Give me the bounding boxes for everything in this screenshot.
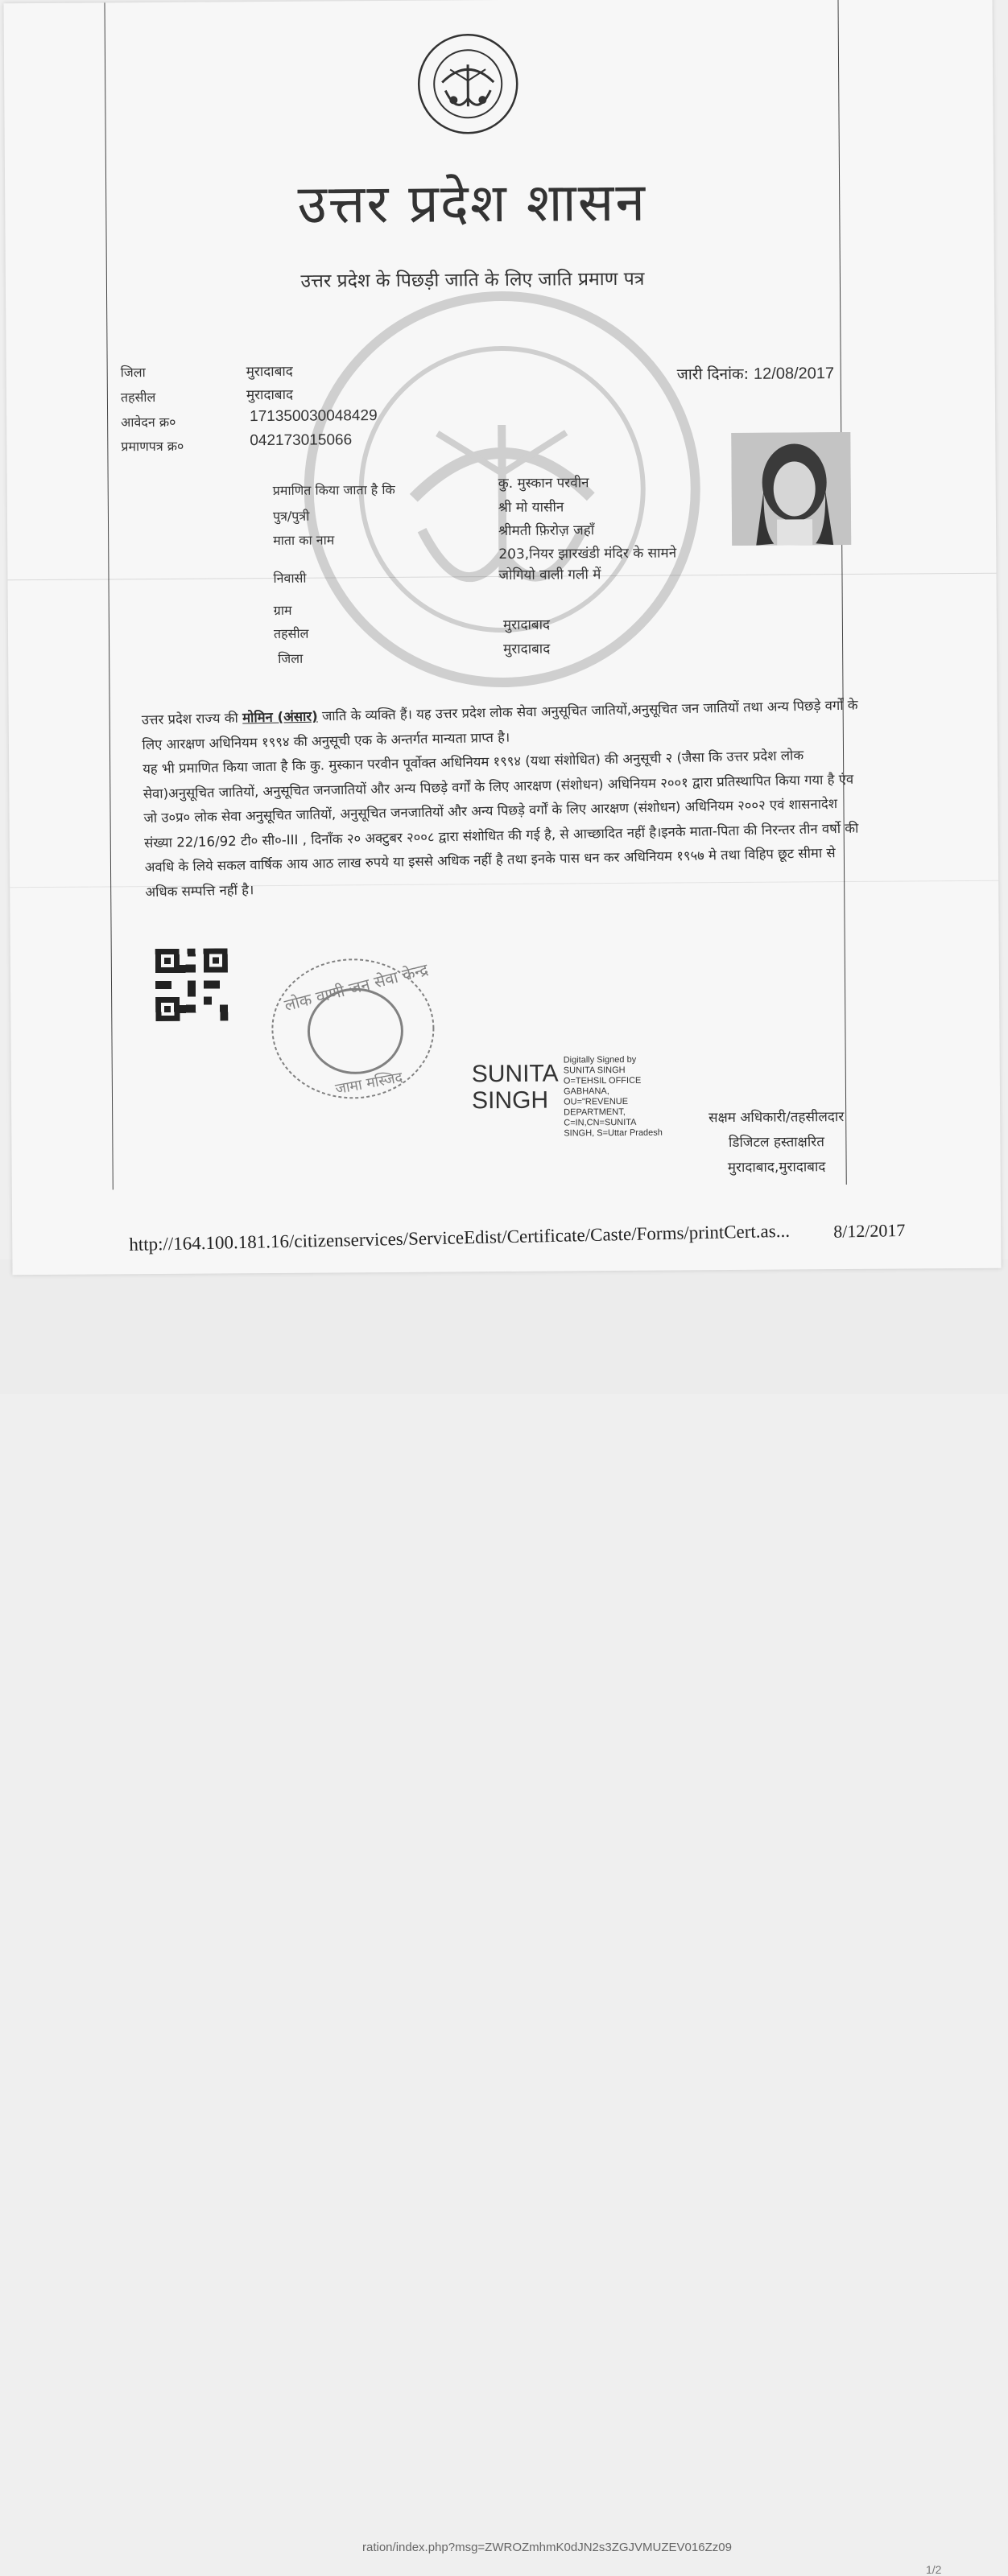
applicant-photo-icon — [731, 432, 851, 546]
resident-address-line-2: जोगियो वाली गली में — [498, 567, 601, 584]
digital-signer-name — [472, 1061, 560, 1115]
authority-digital-signed: डिजिटल हस्ताक्षरित — [728, 1134, 824, 1152]
authority-location: मुरादाबाद,मुरादाबाद — [727, 1159, 826, 1177]
issue-date — [677, 362, 835, 384]
signer-last-name: SINGH — [471, 1086, 549, 1115]
certificate-body — [142, 693, 870, 905]
body-paragraph-1: जाति के व्यक्ति हैं। यह उत्तर प्रदेश लोक सेवा अनुसूचित जातियों,अनुसूचित जन जातियों तथा अन्य पिछड़े वर्गों के लिए आरक्षण अधिनियम १९९४ की अनुसूची एक के अन्तर्गत मान्यता प्राप्त है। — [142, 697, 858, 752]
caste-name: मोमिन (अंसार) — [242, 708, 318, 726]
meta-value-district: मुरादाबाद — [246, 363, 293, 381]
mother-name: श्रीमती फ़िरोज़ जहाँ — [498, 522, 595, 540]
page-title: उत्तर प्रदेश शासन — [297, 171, 647, 236]
issuing-authority — [680, 1105, 874, 1181]
underlying-page-url: ration/index.php?msg=ZWROZmhmK0dJN2s3ZGJVMUZEV016Zz09 — [362, 2541, 732, 2554]
rubber-stamp-icon — [268, 954, 438, 1104]
issue-date-label: जारी दिनांक: — [676, 365, 750, 384]
svg-text:जामा मस्जिद: जामा मस्जिद — [333, 1069, 404, 1098]
svg-text:लोक वाणी जन सेवा केन्द्र: लोक वाणी जन सेवा केन्द्र — [282, 959, 431, 1016]
signer-first-name: SUNITA — [471, 1060, 559, 1088]
authority-title: सक्षम अधिकारी/तहसीलदार — [708, 1109, 845, 1127]
print-url: http://164.100.181.16/citizenservices/ServiceEdist/Certificate/Caste/Forms/printCert.as... — [129, 1220, 791, 1255]
qr-code-icon — [155, 948, 229, 1021]
digital-signature-details: Digitally Signed by SUNITA SINGH O=TEHSIL OFFICE GABHANA, OU="REVENUE DEPARTMENT, C=IN,CN=SUNITA SINGH, S=Uttar Pradesh — [563, 1054, 663, 1139]
meta-label-district: जिला — [120, 365, 146, 381]
tehsil-label: तहसील — [273, 625, 309, 641]
page-number: 1/2 — [926, 2563, 942, 2576]
meta-label-application-no: आवेदन क्र० — [121, 414, 176, 431]
body-intro: उत्तर प्रदेश राज्य की — [141, 710, 243, 728]
certificate-subtitle: उत्तर प्रदेश के पिछड़ी जाति के लिए जाति प्रमाण पत्र — [300, 268, 645, 292]
mother-label: माता का नाम — [273, 532, 335, 548]
child-of-label: पुत्र/पुत्री — [272, 508, 310, 524]
district-value: मुरादाबाद — [503, 641, 551, 657]
meta-value-application-no: 171350030048429 — [250, 407, 378, 426]
issue-date-value: 12/08/2017 — [753, 365, 835, 383]
meta-value-tehsil: मुरादाबाद — [246, 386, 294, 404]
underlying-page — [0, 1259, 1008, 2576]
resident-label: निवासी — [273, 570, 307, 586]
certified-label: प्रमाणित किया जाता है कि — [272, 481, 395, 498]
body-paragraph-2: यह भी प्रमाणित किया जाता है कि कु. मुस्कान परवीन पूर्वोक्त अधिनियम १९९४ (यथा संशोधित) की अनुसूची २ (जैसा कि उत्तर प्रदेश लोक सेवा)अनुसूचित जातियों, अनुसूचित जनजातियों और अन्य पिछड़े वर्गों के लिए आरक्षण (संशोधन) अधिनियम २००१ द्वारा प्रतिस्थापित किया गया है एंव जो उ०प्र० लोक सेवा अनुसूचित जातियों, अनुसूचित जनजातियों और अन्य पिछड़े वर्गों के लिए आरक्षण (संशोधन) अधिनियम २००२ एवं शासनादेश संख्या 22/16/92 टी० सी०-III , दिनाँक २० अक्टुबर २००८ द्वारा संशोधित की गई है, से आच्छादित नहीं है।इनके माता-पिता की निरन्तर तीन वर्षो की अवधि के लिये सकल वार्षिक आय आठ लाख रुपये या इससे अधिक नहीं है तथा इनके पास धन कर अधिनियम १९५७ मे तथा विहिप छूट सीमा से अधिक सम्पत्ति नहीं है। — [143, 747, 859, 900]
district-label: जिला — [278, 650, 304, 666]
meta-value-certificate-no: 042173015066 — [250, 431, 353, 450]
up-government-emblem-icon — [416, 32, 520, 136]
applicant-photo — [731, 432, 851, 546]
print-date: 8/12/2017 — [832, 1219, 906, 1242]
certified-name: कु. मुस्कान परवीन — [498, 475, 589, 493]
village-label: ग्राम — [273, 602, 292, 618]
father-name: श्री मो यासीन — [498, 499, 564, 517]
resident-address-line-1: 203,नियर झारखंडी मंदिर के सामने — [498, 545, 677, 563]
meta-label-tehsil: तहसील — [120, 389, 156, 406]
meta-label-certificate-no: प्रमाणपत्र क्र० — [121, 438, 184, 455]
certificate-sheet — [3, 0, 1001, 1275]
tehsil-value: मुरादाबाद — [502, 616, 551, 633]
